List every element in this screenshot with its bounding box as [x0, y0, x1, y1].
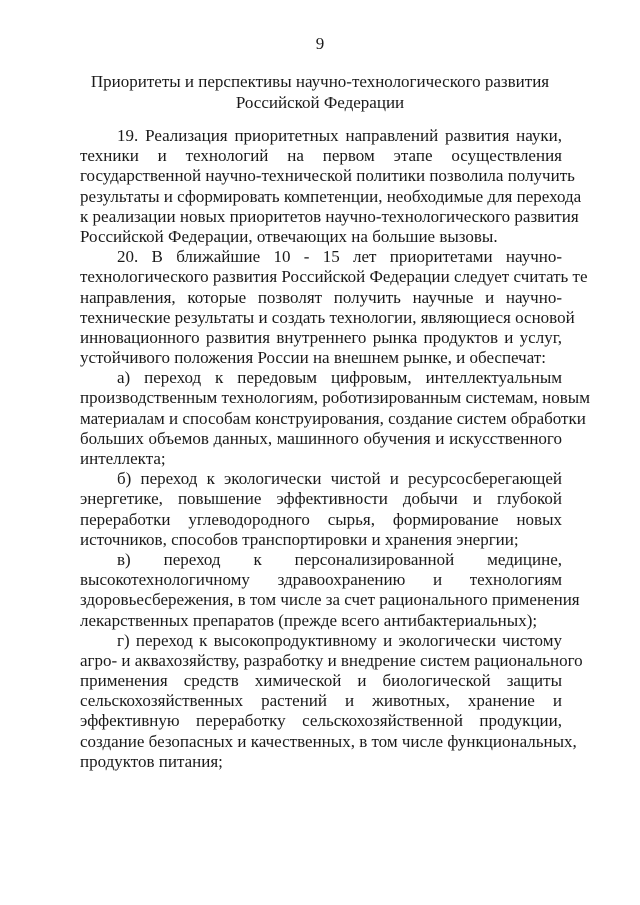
- text-line: технологического развития Российской Федерации следует считать те: [80, 267, 588, 287]
- text-line: устойчивого положения России на внешнем рынке, и обеспечат:: [80, 348, 546, 368]
- text-line: в) переход к персонализированной медицине,: [117, 549, 562, 569]
- paragraph: [80, 469, 562, 550]
- text-line: создание безопасных и качественных, в том числе функциональных,: [80, 731, 577, 751]
- document-body: [80, 126, 590, 772]
- heading-line: Приоритеты и перспективы научно-технологического развития: [90, 72, 550, 91]
- text-line: сельскохозяйственных растений и животных, хранение и: [80, 691, 562, 711]
- text-line: лекарственных препаратов (прежде всего антибактериальных);: [80, 610, 538, 630]
- text-line: результаты и сформировать компетенции, необходимые для перехода: [80, 186, 582, 206]
- paragraph: [80, 630, 583, 772]
- text-line: производственным технологиям, роботизированным системам, новым: [80, 388, 590, 408]
- text-line: эффективную переработку сельскохозяйственной продукции,: [80, 711, 562, 731]
- text-line: интеллекта;: [80, 449, 166, 468]
- text-line: переработки углеводородного сырья, формирование новых: [80, 509, 562, 529]
- text-line: здоровьесбережения, в том числе за счет рационального применения: [80, 590, 580, 610]
- text-line: техники и технологий на первом этапе осуществления: [80, 146, 562, 166]
- paragraph: [80, 247, 588, 368]
- text-line: направления, которые позволят получить научные и научно-: [80, 287, 562, 307]
- text-line: агро- и аквахозяйству, разработку и внедрение систем рационального: [80, 650, 583, 670]
- text-line: к реализации новых приоритетов научно-технологического развития: [80, 206, 579, 226]
- text-line: б) переход к экологически чистой и ресурсосберегающей: [117, 469, 562, 489]
- text-line: высокотехнологичному здравоохранению и технологиям: [80, 570, 562, 590]
- text-line: а) переход к передовым цифровым, интеллектуальным: [117, 368, 562, 388]
- paragraph: [80, 549, 580, 631]
- text-line: инновационного развития внутреннего рынка продуктов и услуг,: [80, 327, 562, 347]
- text-line: источников, способов транспортировки и хранения энергии;: [80, 529, 519, 549]
- text-line: энергетике, повышение эффективности добычи и глубокой: [80, 489, 562, 509]
- text-line: технические результаты и создать технологии, являющиеся основой: [80, 307, 575, 327]
- paragraph: [80, 368, 590, 469]
- text-line: продуктов питания;: [80, 751, 223, 771]
- text-line: материалам и способам конструирования, создание систем обработки: [80, 408, 586, 428]
- text-line: Российской Федерации, отвечающих на большие вызовы.: [80, 226, 498, 246]
- text-line: г) переход к высокопродуктивному и экологически чистому: [117, 630, 562, 650]
- text-line: 20. В ближайшие 10 - 15 лет приоритетами научно-: [117, 247, 562, 267]
- heading-line: Российской Федерации: [235, 92, 405, 112]
- page-number: 9: [315, 34, 325, 53]
- text-line: применения средств химической и биологической защиты: [80, 671, 562, 691]
- text-line: больших объемов данных, машинного обучения и искусственного: [80, 428, 562, 448]
- text-line: 19. Реализация приоритетных направлений развития науки,: [117, 126, 562, 145]
- paragraph: [80, 126, 582, 247]
- text-line: государственной научно-технической политики позволила получить: [80, 166, 575, 186]
- section-heading: [80, 72, 560, 113]
